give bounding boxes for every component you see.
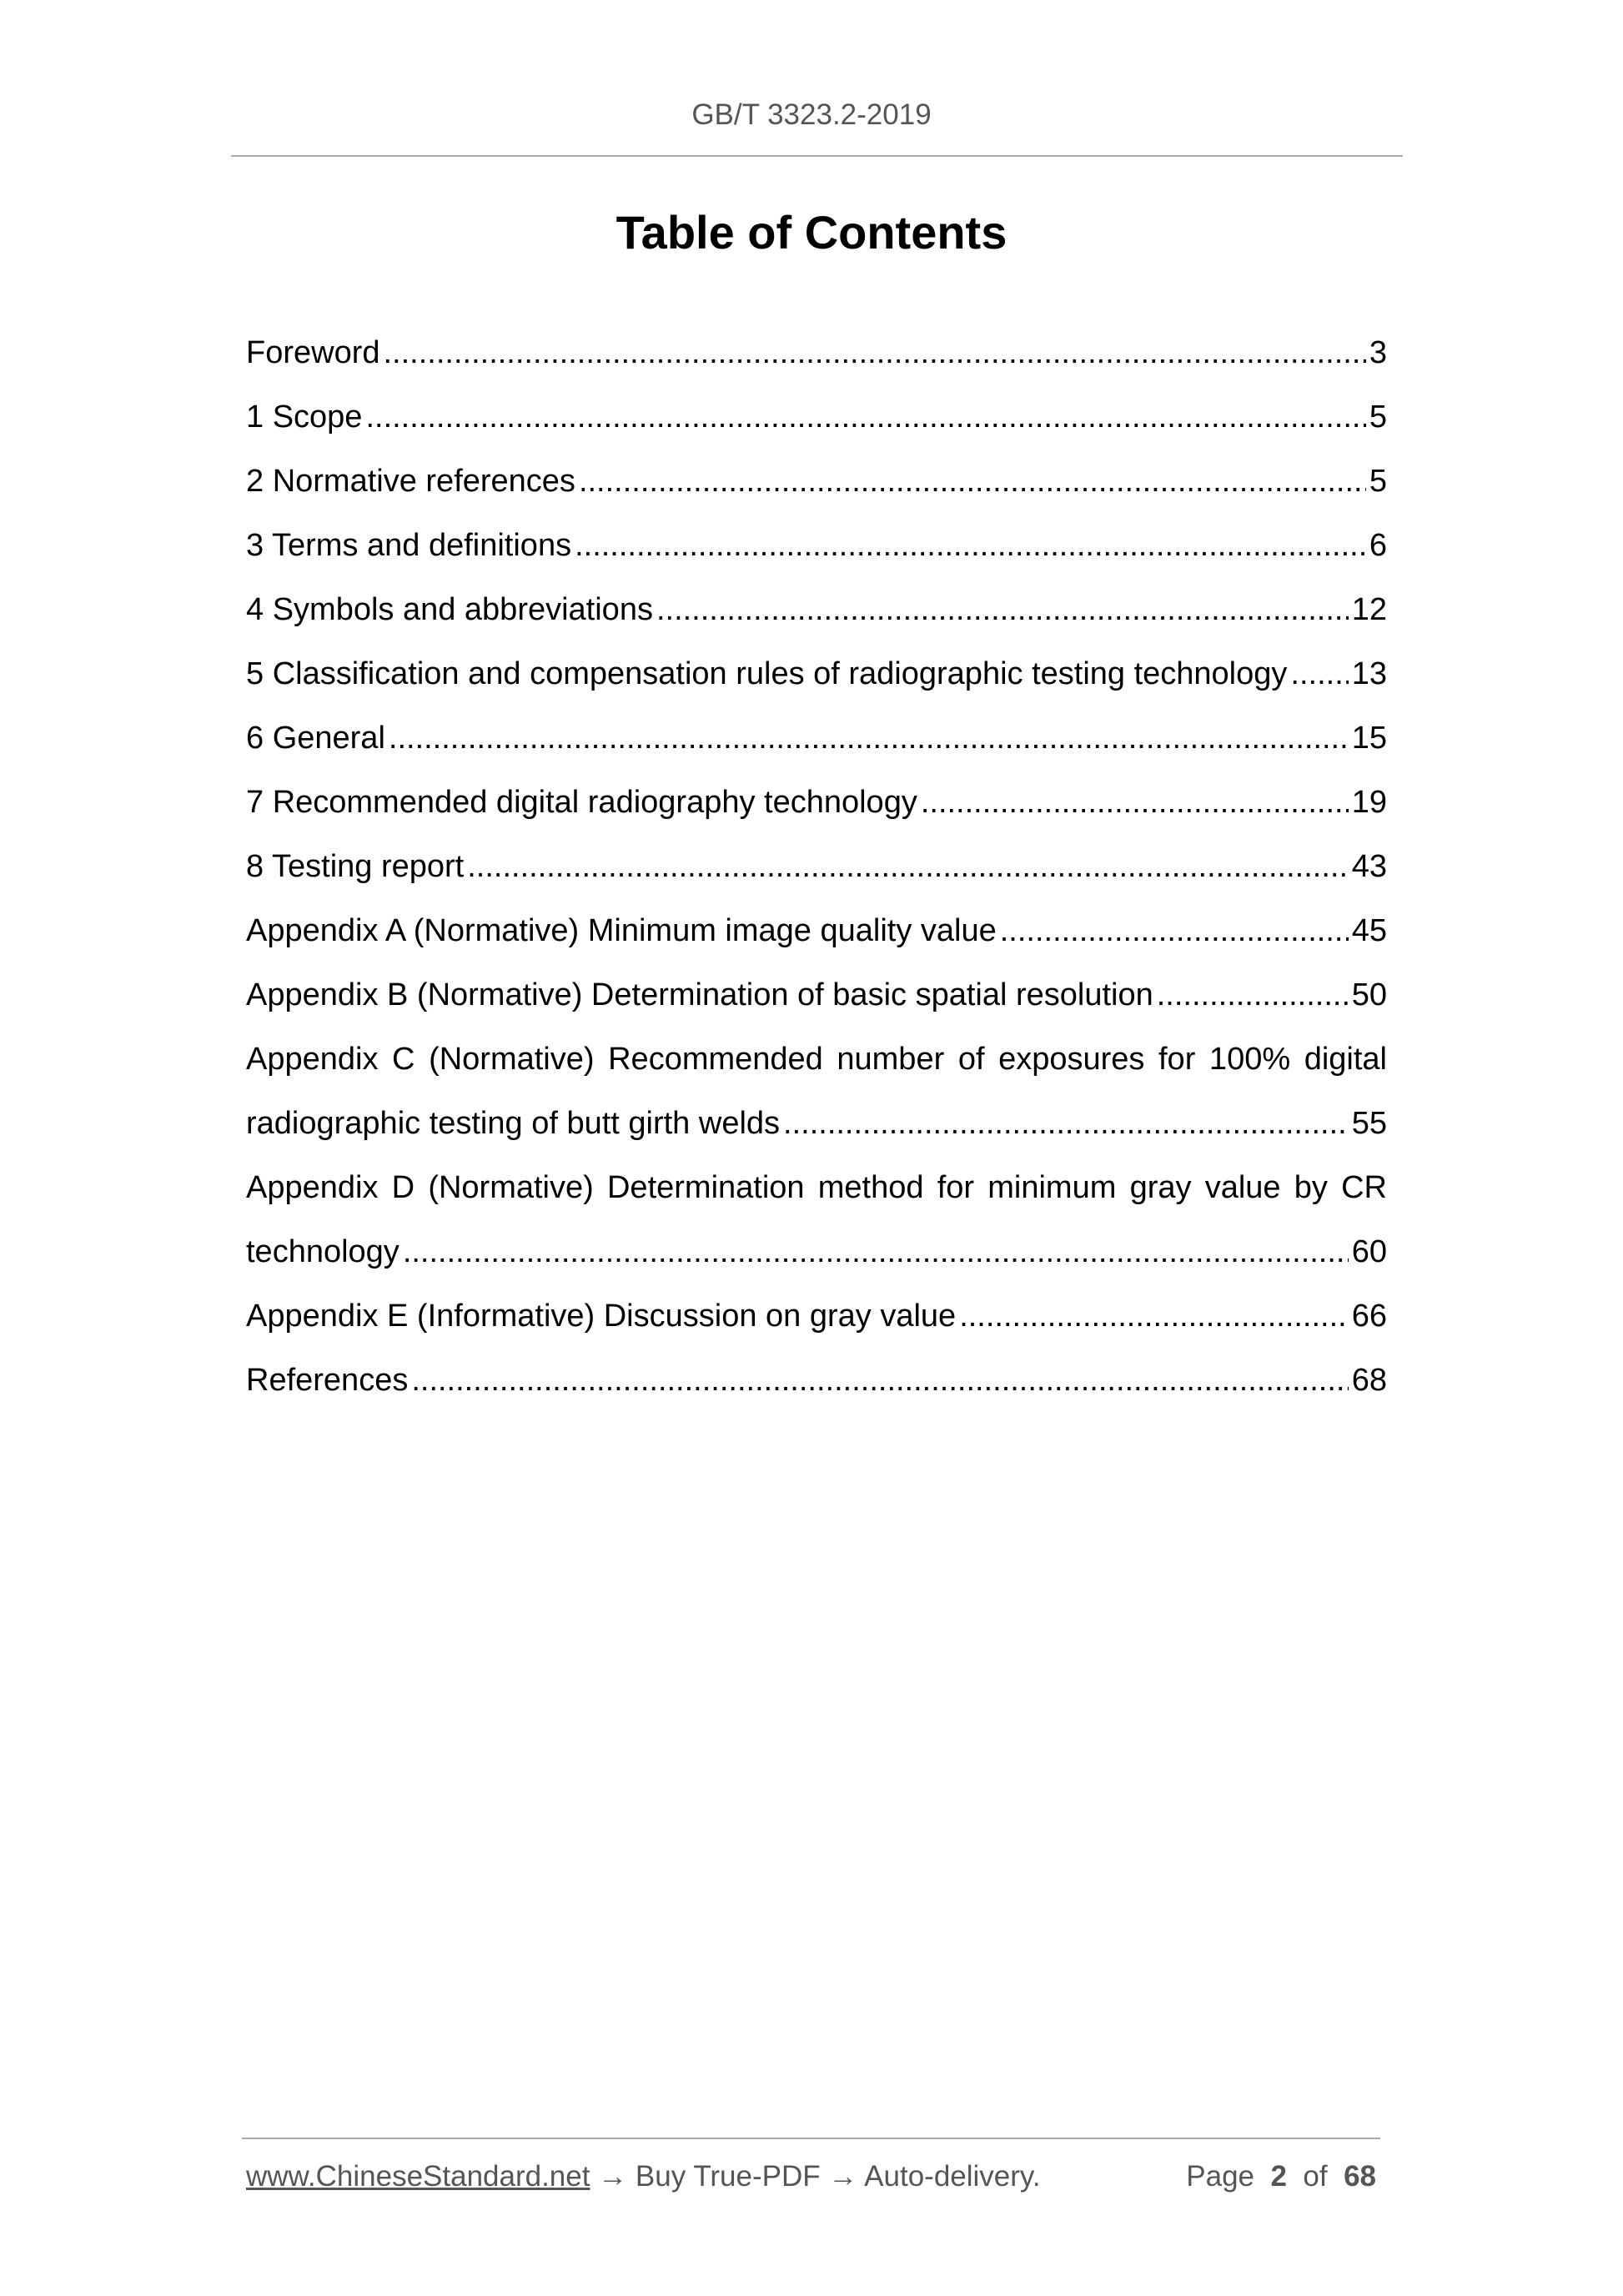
toc-leader-dots xyxy=(389,706,1349,771)
toc-leader-dots xyxy=(467,835,1348,899)
toc-leader-dots xyxy=(783,1092,1349,1156)
toc-entry-appendix-d-line1[interactable] xyxy=(246,1156,1387,1220)
toc-entry-normative-references[interactable] xyxy=(246,450,1387,514)
total-page-number: 68 xyxy=(1344,2160,1376,2193)
toc-entry-classification[interactable] xyxy=(246,642,1387,706)
toc-label: 8 Testing report xyxy=(246,849,465,884)
toc-label: Appendix E (Informative) Discussion on gray value xyxy=(246,1299,957,1334)
toc-page-number: 66 xyxy=(1351,1299,1387,1334)
toc-label: Appendix B (Normative) Determination of basic spatial resolution xyxy=(246,977,1153,1012)
toc-leader-dots xyxy=(384,321,1366,385)
toc-page-number: 50 xyxy=(1351,977,1387,1012)
toc-page-number: 3 xyxy=(1369,335,1387,370)
toc-entry-appendix-a[interactable] xyxy=(246,899,1387,963)
toc-leader-dots xyxy=(1290,642,1348,706)
toc-label: 1 Scope xyxy=(246,399,363,435)
toc-entry-appendix-c-line1[interactable] xyxy=(246,1027,1387,1092)
toc-page-number: 43 xyxy=(1351,849,1387,884)
toc-entry-symbols[interactable] xyxy=(246,578,1387,642)
table-of-contents xyxy=(246,321,1387,1413)
toc-page-number: 12 xyxy=(1351,592,1387,627)
toc-entry-appendix-b[interactable] xyxy=(246,963,1387,1027)
current-page-number: 2 xyxy=(1270,2160,1287,2193)
page-word: Page xyxy=(1186,2160,1255,2193)
toc-label: technology xyxy=(246,1234,399,1269)
toc-leader-dots xyxy=(403,1220,1349,1284)
footer-divider xyxy=(242,2138,1380,2139)
toc-page-number: 55 xyxy=(1351,1106,1387,1141)
toc-label: 3 Terms and definitions xyxy=(246,528,572,563)
toc-leader-dots xyxy=(575,514,1366,578)
toc-label: Appendix A (Normative) Minimum image quality value xyxy=(246,913,997,948)
toc-label: Appendix C (Normative) Recommended number of exposures for 100% digital xyxy=(246,1042,1387,1077)
toc-leader-dots xyxy=(1157,963,1349,1027)
toc-entry-general[interactable] xyxy=(246,706,1387,771)
toc-label: 7 Recommended digital radiography technology xyxy=(246,785,917,820)
header-standard-code: GB/T 3323.2-2019 xyxy=(691,98,932,131)
toc-entry-terms-definitions[interactable] xyxy=(246,514,1387,578)
toc-page-number: 68 xyxy=(1351,1363,1387,1398)
toc-label: Foreword xyxy=(246,335,380,370)
site-link[interactable]: www.ChineseStandard.net xyxy=(246,2160,590,2193)
toc-page-number: 19 xyxy=(1351,785,1387,820)
of-word: of xyxy=(1303,2160,1328,2193)
toc-page-number: 5 xyxy=(1369,464,1387,499)
page-indicator xyxy=(1186,2160,1376,2193)
toc-label: 6 General xyxy=(246,721,385,756)
toc-label: 2 Normative references xyxy=(246,464,575,499)
toc-label: radiographic testing of butt girth welds xyxy=(246,1106,781,1141)
toc-entry-foreword[interactable] xyxy=(246,321,1387,385)
toc-entry-appendix-d[interactable] xyxy=(246,1220,1387,1284)
toc-leader-dots xyxy=(959,1284,1349,1349)
toc-page-number: 5 xyxy=(1369,399,1387,435)
toc-page-number: 13 xyxy=(1351,656,1387,691)
toc-leader-dots xyxy=(656,578,1349,642)
page-title: Table of Contents xyxy=(616,206,1007,259)
toc-page-number: 15 xyxy=(1351,721,1387,756)
toc-label: 5 Classification and compensation rules of radiographic testing technology xyxy=(246,656,1288,691)
header-divider xyxy=(231,155,1403,157)
toc-leader-dots xyxy=(411,1349,1348,1413)
toc-leader-dots xyxy=(921,771,1349,835)
toc-entry-appendix-c[interactable] xyxy=(246,1092,1387,1156)
toc-entry-references[interactable] xyxy=(246,1349,1387,1413)
toc-page-number: 6 xyxy=(1369,528,1387,563)
footer-tagline: → Buy True-PDF → Auto-delivery. xyxy=(590,2160,1041,2193)
toc-leader-dots xyxy=(365,385,1365,450)
toc-entry-testing-report[interactable] xyxy=(246,835,1387,899)
toc-label: Appendix D (Normative) Determination method for minimum gray value by CR xyxy=(246,1170,1387,1205)
toc-entry-appendix-e[interactable] xyxy=(246,1284,1387,1349)
toc-page-number: 60 xyxy=(1351,1234,1387,1269)
toc-entry-digital-radiography[interactable] xyxy=(246,771,1387,835)
page-footer xyxy=(246,2160,1376,2193)
toc-label: 4 Symbols and abbreviations xyxy=(246,592,653,627)
toc-entry-scope[interactable] xyxy=(246,385,1387,450)
toc-leader-dots xyxy=(1000,899,1349,963)
toc-label: References xyxy=(246,1363,409,1398)
toc-leader-dots xyxy=(579,450,1366,514)
footer-promo xyxy=(246,2160,1041,2193)
toc-page-number: 45 xyxy=(1351,913,1387,948)
